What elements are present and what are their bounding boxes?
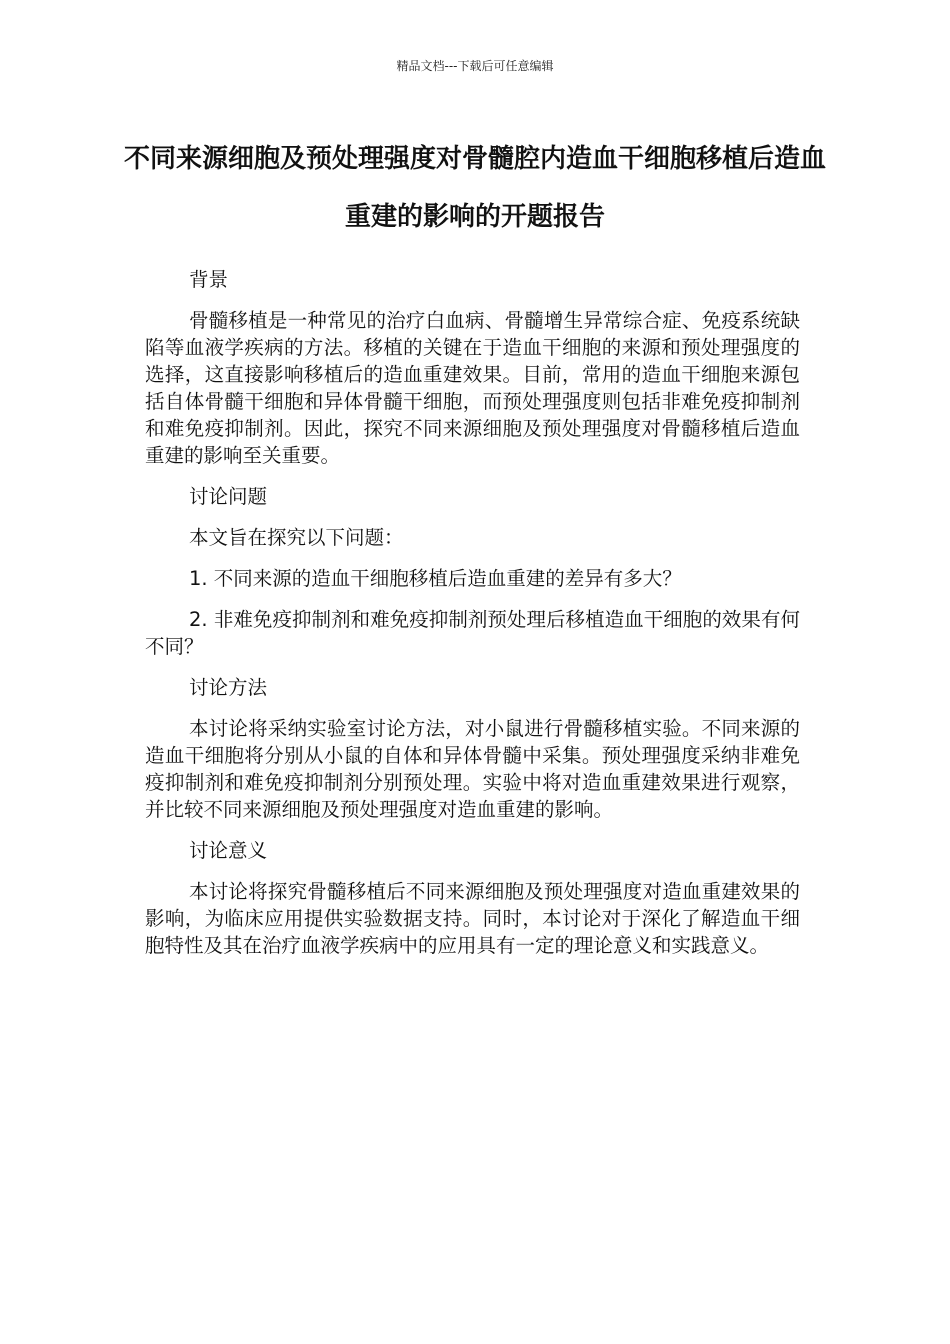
document-body bbox=[145, 266, 800, 973]
background-heading: 背景 bbox=[189, 268, 229, 291]
question-2: 2. 非难免疫抑制剂和难免疫抑制剂预处理后移植造血干细胞的效果有何不同？ bbox=[145, 608, 800, 658]
questions-intro: 本文旨在探究以下问题： bbox=[189, 526, 404, 549]
significance-paragraph: 本讨论将探究骨髓移植后不同来源细胞及预处理强度对造血重建效果的影响，为临床应用提供实验数据支持。同时，本讨论对于深化了解造血干细胞特性及其在治疗血液学疾病中的应用具有一定的理论意义和实践意义。 bbox=[145, 880, 800, 957]
methods-heading: 讨论方法 bbox=[189, 676, 268, 699]
significance-heading: 讨论意义 bbox=[189, 839, 268, 862]
questions-heading: 讨论问题 bbox=[189, 485, 268, 508]
background-paragraph: 骨髓移植是一种常见的治疗白血病、骨髓增生异常综合症、免疫系统缺陷等血液学疾病的方法。移植的关键在于造血干细胞的来源和预处理强度的选择，这直接影响移植后的造血重建效果。目前，常用的造血干细胞来源包括自体骨髓干细胞和异体骨髓干细胞，而预处理强度则包括非难免疫抑制剂和难免疫抑制剂。因此，探究不同来源细胞及预处理强度对骨髓移植后造血重建的影响至关重要。 bbox=[145, 309, 800, 467]
question-1: 1. 不同来源的造血干细胞移植后造血重建的差异有多大？ bbox=[189, 567, 682, 590]
document-title: 不同来源细胞及预处理强度对骨髓腔内造血干细胞移植后造血重建的影响的开题报告 bbox=[123, 144, 826, 232]
methods-paragraph: 本讨论将采纳实验室讨论方法，对小鼠进行骨髓移植实验。不同来源的造血干细胞将分别从小鼠的自体和异体骨髓中采集。预处理强度采纳非难免疫抑制剂和难免疫抑制剂分别预处理。实验中将对造血重建效果进行观察，并比较不同来源细胞及预处理强度对造血重建的影响。 bbox=[145, 717, 800, 821]
header-note: 精品文档---下载后可任意编辑 bbox=[396, 59, 554, 73]
